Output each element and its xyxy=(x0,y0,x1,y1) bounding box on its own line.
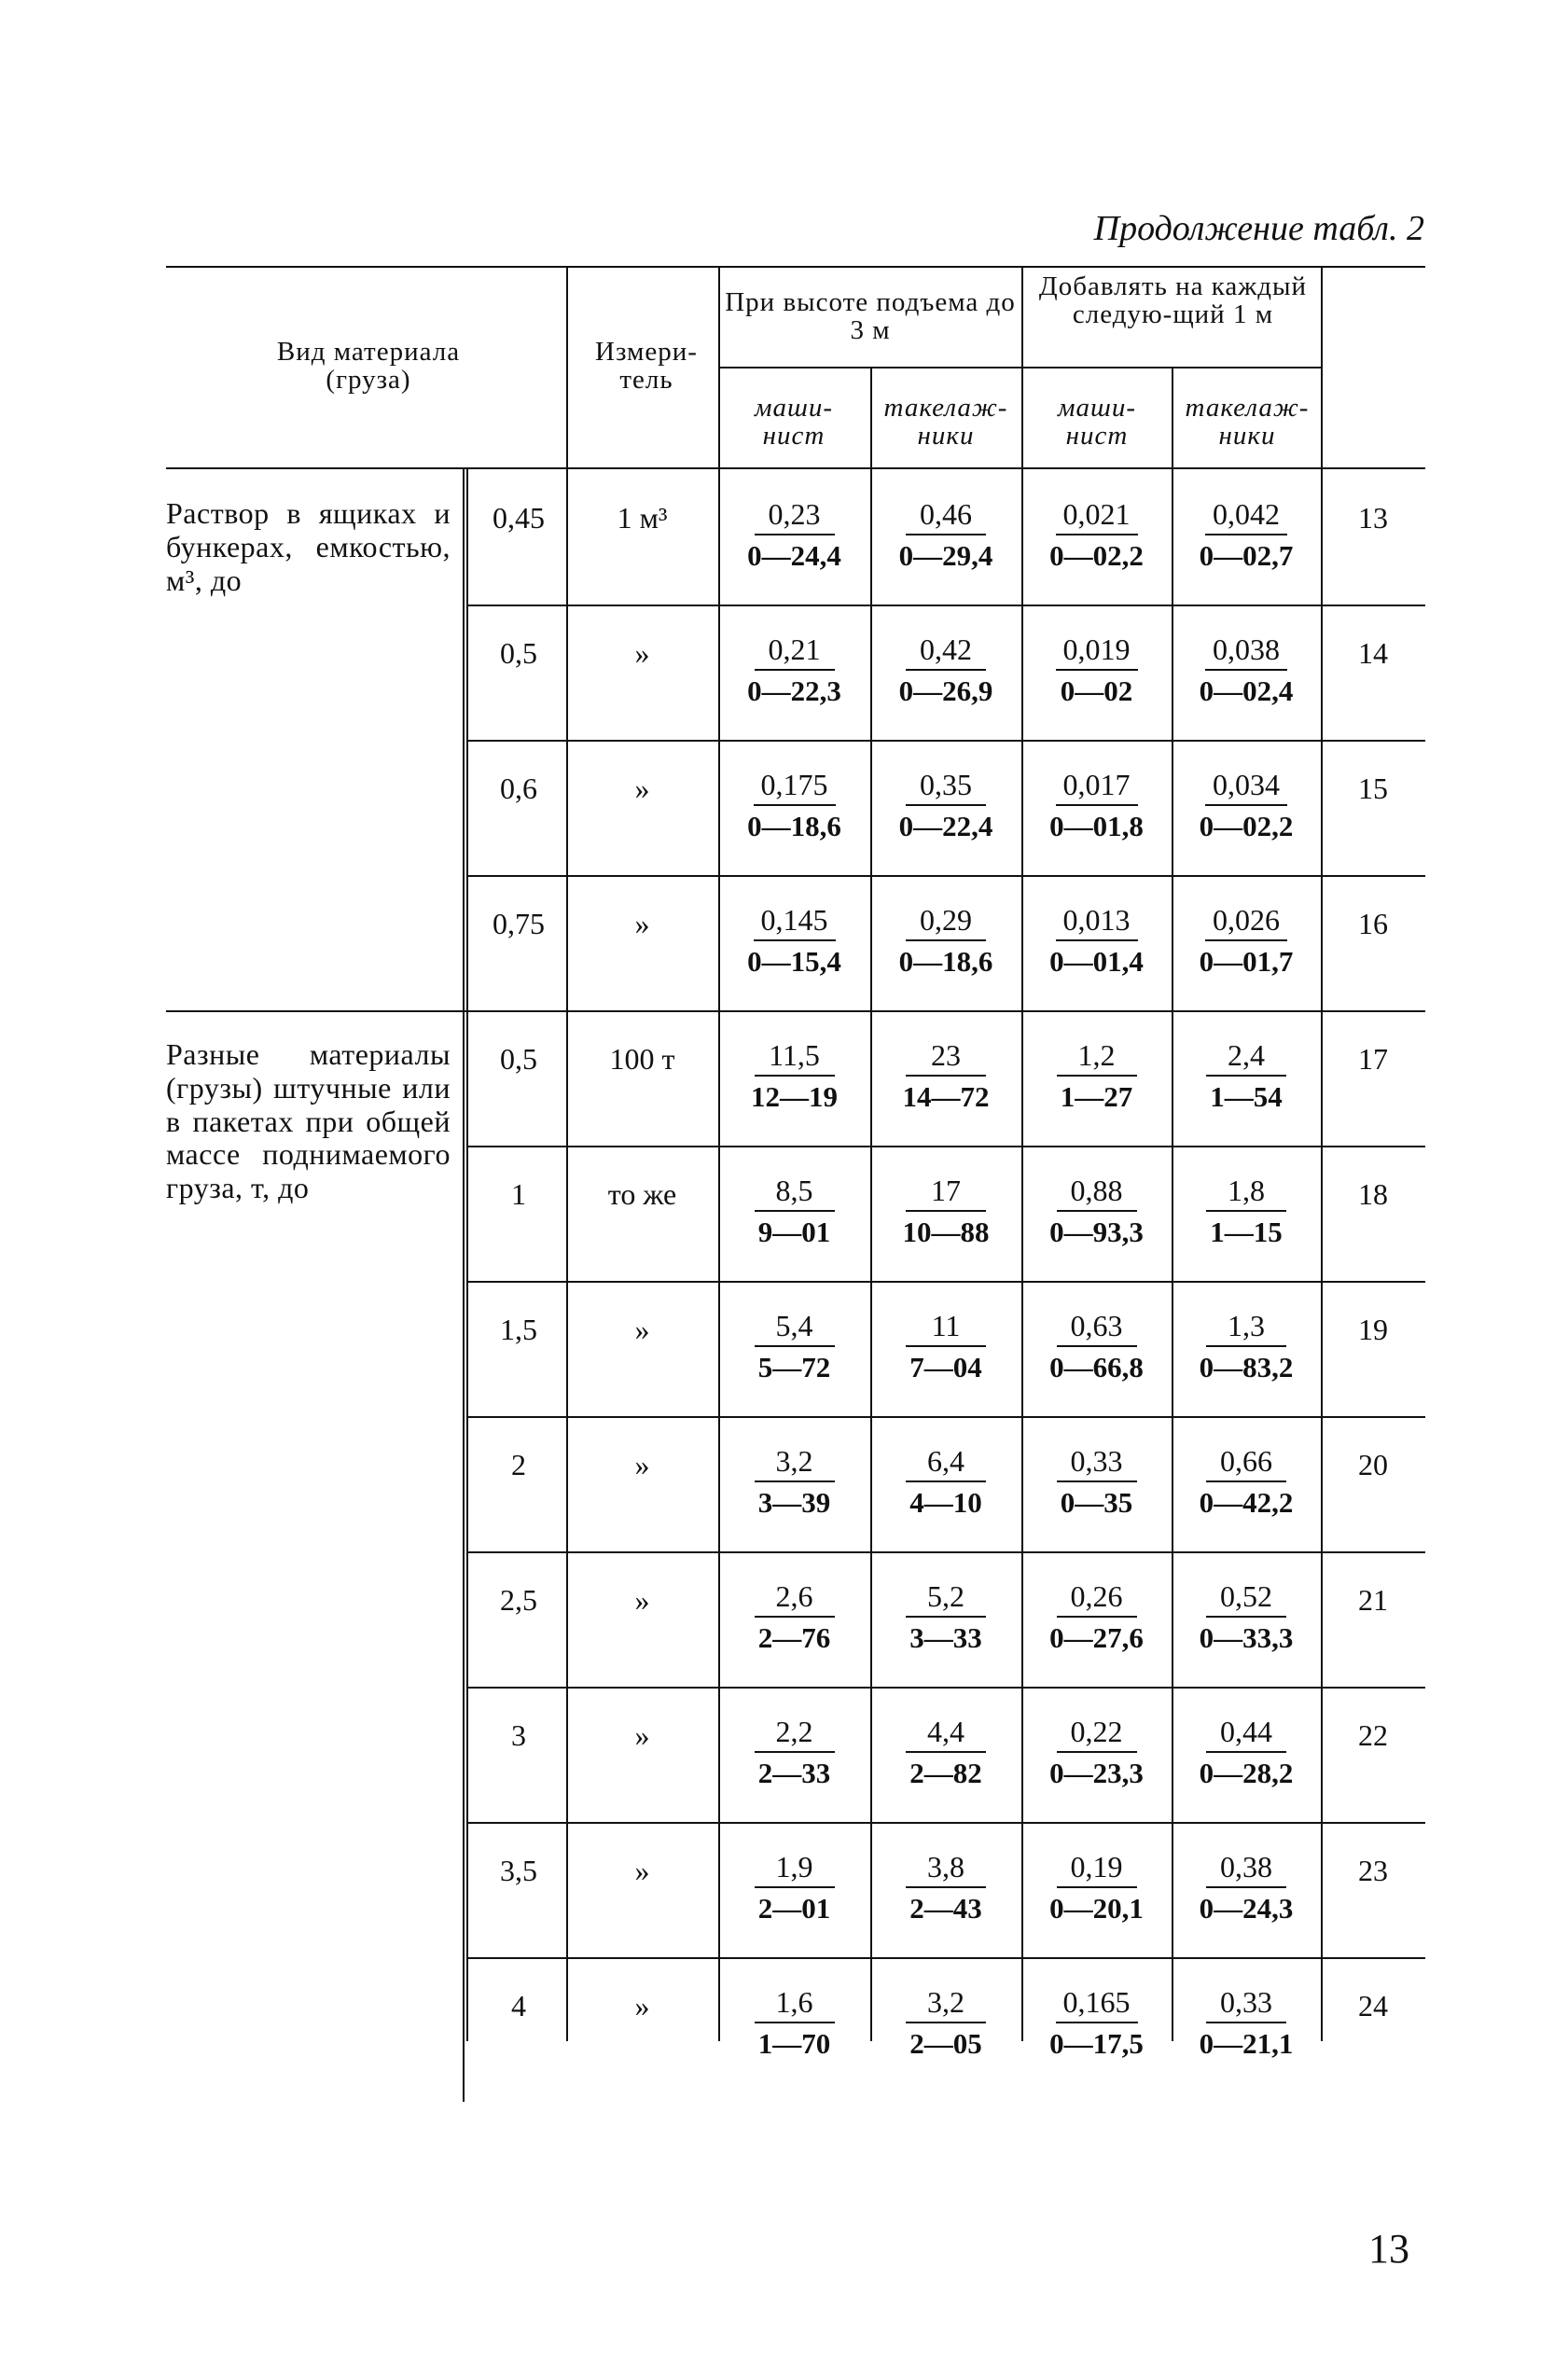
size-value: 2 xyxy=(511,1448,526,1481)
norm-fraction xyxy=(1173,1174,1319,1249)
norm-rate: 0—26,9 xyxy=(898,674,993,707)
norm-time: 1,9 xyxy=(755,1850,835,1888)
norm-rate: 0—24,3 xyxy=(1199,1892,1294,1925)
norm-rate: 0—18,6 xyxy=(747,810,841,842)
header-add-machinist: маши-нист xyxy=(1057,393,1137,452)
norm-rate: 2—82 xyxy=(909,1757,982,1789)
norm-fraction xyxy=(720,1715,868,1790)
material-label: Разные материалы (грузы) штучные или в пакетах при общей массе поднимаемого груза, т, до xyxy=(166,1037,451,1205)
norm-fraction xyxy=(1023,1174,1170,1249)
norm-rate: 0—02,2 xyxy=(1199,810,1294,842)
header-divider-unit xyxy=(566,266,568,469)
norm-time: 0,38 xyxy=(1206,1850,1286,1888)
norm-rate: 2—33 xyxy=(757,1757,831,1789)
norm-time: 0,019 xyxy=(1056,632,1138,671)
norm-time: 0,42 xyxy=(906,632,986,671)
size-value: 0,5 xyxy=(500,1042,537,1076)
unit-value: то же xyxy=(607,1177,677,1211)
norm-time: 0,88 xyxy=(1057,1174,1137,1212)
column-rule xyxy=(1321,875,1323,1012)
norm-time: 5,2 xyxy=(906,1579,986,1618)
size-value: 4 xyxy=(511,1989,526,2023)
header-add: Добавлять на каждый следую-щий 1 м xyxy=(1038,271,1308,330)
norm-fraction xyxy=(872,1715,1020,1790)
column-rule xyxy=(1321,1822,1323,1959)
norm-fraction xyxy=(872,1850,1020,1925)
norm-rate: 9—01 xyxy=(757,1216,831,1248)
size-value: 1 xyxy=(511,1177,526,1211)
norm-fraction xyxy=(872,1579,1020,1655)
size-value: 0,75 xyxy=(493,907,545,940)
norm-rate: 0—23,3 xyxy=(1049,1757,1144,1789)
norm-rate: 0—27,6 xyxy=(1049,1621,1144,1654)
norm-fraction xyxy=(720,1444,868,1520)
norm-fraction xyxy=(720,1850,868,1925)
norm-fraction xyxy=(872,497,1020,573)
norm-time: 0,35 xyxy=(906,768,986,806)
column-rule xyxy=(566,1146,568,1283)
column-rule xyxy=(566,1416,568,1553)
norm-time: 1,2 xyxy=(1057,1038,1137,1077)
norm-time: 0,23 xyxy=(755,497,835,535)
row-rule xyxy=(466,1822,1425,1824)
norm-fraction xyxy=(1173,1850,1319,1925)
page-number: 13 xyxy=(1368,2226,1409,2272)
header-lift: При высоте подъема до 3 м xyxy=(725,287,1016,346)
column-rule xyxy=(1321,1146,1323,1283)
norm-rate: 0—15,4 xyxy=(747,945,841,978)
unit-value: 100 т xyxy=(609,1042,675,1076)
norm-time: 0,66 xyxy=(1206,1444,1286,1482)
column-rule xyxy=(1321,605,1323,742)
norm-rate: 0—17,5 xyxy=(1049,2027,1144,2060)
row-number: 14 xyxy=(1358,636,1388,670)
unit-value: » xyxy=(634,771,650,805)
norm-time: 0,52 xyxy=(1206,1579,1286,1618)
norm-rate: 0—01,7 xyxy=(1199,945,1294,978)
unit-value: » xyxy=(634,1718,650,1752)
norm-time: 3,8 xyxy=(906,1850,986,1888)
size-value: 0,45 xyxy=(493,501,545,535)
header-add-riggers: такелаж-ники xyxy=(1185,393,1310,452)
column-rule xyxy=(466,875,468,1012)
norm-rate: 0—02,7 xyxy=(1199,539,1294,572)
norm-time: 0,33 xyxy=(1057,1444,1137,1482)
norm-fraction xyxy=(720,1038,868,1114)
norm-time: 2,6 xyxy=(755,1579,835,1618)
column-rule xyxy=(466,1687,468,1824)
column-rule xyxy=(466,1822,468,1959)
norm-time: 1,8 xyxy=(1206,1174,1286,1212)
unit-value: 1 м³ xyxy=(617,501,668,535)
column-rule xyxy=(566,1551,568,1689)
norm-rate: 0—35 xyxy=(1060,1486,1133,1519)
header-divider-add xyxy=(1021,266,1023,469)
norm-rate: 4—10 xyxy=(909,1486,982,1519)
norm-fraction xyxy=(720,497,868,573)
column-rule xyxy=(566,875,568,1012)
norm-fraction xyxy=(1173,1444,1319,1520)
column-rule xyxy=(466,1416,468,1553)
norm-time: 6,4 xyxy=(906,1444,986,1482)
norm-rate: 1—54 xyxy=(1210,1080,1283,1113)
norm-rate: 2—43 xyxy=(909,1892,982,1925)
column-rule xyxy=(566,1822,568,1959)
column-rule xyxy=(466,1146,468,1283)
norm-fraction xyxy=(872,1174,1020,1249)
norm-fraction xyxy=(1023,632,1170,708)
left-frame-rule xyxy=(463,469,465,2102)
norm-time: 0,19 xyxy=(1057,1850,1137,1888)
norm-fraction xyxy=(720,903,868,979)
norm-rate: 7—04 xyxy=(909,1351,982,1383)
norm-fraction xyxy=(872,632,1020,708)
norm-time: 0,165 xyxy=(1056,1985,1138,2023)
norm-time: 23 xyxy=(906,1038,986,1077)
norm-fraction xyxy=(720,768,868,843)
norm-time: 0,034 xyxy=(1205,768,1287,806)
norm-rate: 0—02 xyxy=(1060,674,1133,707)
norm-rate: 0—01,4 xyxy=(1049,945,1144,978)
norm-time: 0,038 xyxy=(1205,632,1287,671)
norm-rate: 1—27 xyxy=(1060,1080,1133,1113)
norm-fraction xyxy=(872,1309,1020,1384)
size-value: 2,5 xyxy=(500,1583,537,1617)
norm-time: 1,6 xyxy=(755,1985,835,2023)
header-lift-riggers: такелаж-ники xyxy=(883,393,1008,452)
norm-time: 0,013 xyxy=(1056,903,1138,941)
norm-rate: 3—39 xyxy=(757,1486,831,1519)
norm-time: 0,021 xyxy=(1056,497,1138,535)
norm-fraction xyxy=(1173,497,1319,573)
norm-time: 3,2 xyxy=(755,1444,835,1482)
header-sub-rule xyxy=(718,367,1321,368)
column-rule xyxy=(1321,1416,1323,1553)
norm-rate: 0—18,6 xyxy=(898,945,993,978)
norm-rate: 0—83,2 xyxy=(1199,1351,1294,1383)
norm-rate: 0—33,3 xyxy=(1199,1621,1294,1654)
row-number: 20 xyxy=(1358,1448,1388,1481)
norm-fraction xyxy=(872,768,1020,843)
header-material: Вид материала (груза) xyxy=(276,337,461,396)
norm-fraction xyxy=(720,1174,868,1249)
norm-time: 0,145 xyxy=(754,903,836,941)
norm-fraction xyxy=(1023,768,1170,843)
norm-fraction xyxy=(1173,1579,1319,1655)
norm-rate: 14—72 xyxy=(902,1080,990,1113)
norm-time: 0,042 xyxy=(1205,497,1287,535)
norm-time: 2,4 xyxy=(1206,1038,1286,1077)
norm-time: 0,175 xyxy=(754,768,836,806)
column-rule xyxy=(566,740,568,877)
size-value: 3 xyxy=(511,1718,526,1752)
norm-rate: 0—24,4 xyxy=(747,539,841,572)
column-rule xyxy=(466,1010,468,1147)
norm-time: 0,33 xyxy=(1206,1985,1286,2023)
column-rule xyxy=(566,605,568,742)
norm-time: 0,017 xyxy=(1056,768,1138,806)
norm-fraction xyxy=(720,1309,868,1384)
column-rule xyxy=(466,740,468,877)
norm-time: 17 xyxy=(906,1174,986,1212)
row-number: 15 xyxy=(1358,771,1388,805)
size-value: 0,6 xyxy=(500,771,537,805)
column-rule xyxy=(1321,1010,1323,1147)
column-rule xyxy=(466,605,468,742)
norm-fraction xyxy=(1023,1715,1170,1790)
norm-fraction xyxy=(720,1985,868,2061)
norm-time: 1,3 xyxy=(1206,1309,1286,1347)
row-number: 22 xyxy=(1358,1718,1388,1752)
norm-fraction xyxy=(1023,1309,1170,1384)
norm-fraction xyxy=(1173,1309,1319,1384)
norm-rate: 10—88 xyxy=(902,1216,990,1248)
header-divider-sub2 xyxy=(1172,367,1173,469)
column-rule xyxy=(1321,740,1323,877)
norm-time: 0,46 xyxy=(906,497,986,535)
unit-value: » xyxy=(634,1854,650,1887)
row-rule xyxy=(466,875,1425,877)
unit-value: » xyxy=(634,1583,650,1617)
norm-rate: 2—76 xyxy=(757,1621,831,1654)
unit-value: » xyxy=(634,636,650,670)
row-number: 24 xyxy=(1358,1989,1388,2023)
column-rule xyxy=(466,1551,468,1689)
norm-fraction xyxy=(1023,1038,1170,1114)
norm-rate: 0—02,4 xyxy=(1199,674,1294,707)
row-rule xyxy=(466,1416,1425,1418)
row-rule xyxy=(466,1146,1425,1147)
norm-rate: 0—29,4 xyxy=(898,539,993,572)
norm-time: 11 xyxy=(906,1309,986,1347)
size-value: 1,5 xyxy=(500,1313,537,1346)
norm-fraction xyxy=(1173,903,1319,979)
norm-rate: 0—20,1 xyxy=(1049,1892,1144,1925)
norm-time: 0,21 xyxy=(755,632,835,671)
norm-rate: 3—33 xyxy=(909,1621,982,1654)
norm-rate: 1—70 xyxy=(757,2027,831,2060)
row-number: 18 xyxy=(1358,1177,1388,1211)
row-rule xyxy=(166,1010,1425,1012)
norm-time: 0,22 xyxy=(1057,1715,1137,1753)
column-rule xyxy=(566,1010,568,1147)
norm-time: 0,29 xyxy=(906,903,986,941)
norm-rate: 1—15 xyxy=(1210,1216,1283,1248)
norm-time: 5,4 xyxy=(755,1309,835,1347)
row-rule xyxy=(466,1551,1425,1553)
norm-fraction xyxy=(720,632,868,708)
row-rule xyxy=(466,740,1425,742)
header-bottom-rule xyxy=(166,467,1425,469)
row-number: 23 xyxy=(1358,1854,1388,1887)
unit-value: » xyxy=(634,1448,650,1481)
norm-rate: 0—22,3 xyxy=(747,674,841,707)
unit-value: » xyxy=(634,1313,650,1346)
norm-rate: 0—28,2 xyxy=(1199,1757,1294,1789)
norm-time: 0,44 xyxy=(1206,1715,1286,1753)
norm-fraction xyxy=(1173,1985,1319,2061)
norm-fraction xyxy=(1023,1985,1170,2061)
norm-rate: 0—66,8 xyxy=(1049,1351,1144,1383)
column-rule xyxy=(566,1281,568,1418)
norm-rate: 0—93,3 xyxy=(1049,1216,1144,1248)
norm-time: 0,63 xyxy=(1057,1309,1137,1347)
norm-rate: 2—05 xyxy=(909,2027,982,2060)
norm-fraction xyxy=(1023,1579,1170,1655)
header-divider-no xyxy=(1321,266,1323,469)
table-top-rule xyxy=(166,266,1425,268)
norm-rate: 0—22,4 xyxy=(898,810,993,842)
norm-rate: 2—01 xyxy=(757,1892,831,1925)
norm-rate: 0—42,2 xyxy=(1199,1486,1294,1519)
header-lift-machinist: маши-нист xyxy=(754,393,834,452)
header-unit: Измери-тель xyxy=(595,337,698,396)
column-rule xyxy=(566,1687,568,1824)
norm-time: 0,26 xyxy=(1057,1579,1137,1618)
row-number: 21 xyxy=(1358,1583,1388,1617)
norm-time: 4,4 xyxy=(906,1715,986,1753)
norm-fraction xyxy=(1023,1444,1170,1520)
norm-rate: 0—21,1 xyxy=(1199,2027,1294,2060)
norm-rate: 0—02,2 xyxy=(1049,539,1144,572)
size-value: 0,5 xyxy=(500,636,537,670)
norm-fraction xyxy=(720,1579,868,1655)
column-rule xyxy=(1321,469,1323,606)
norm-time: 8,5 xyxy=(755,1174,835,1212)
unit-value: » xyxy=(634,1989,650,2023)
row-rule xyxy=(466,1281,1425,1283)
row-number: 17 xyxy=(1358,1042,1388,1076)
norm-fraction xyxy=(872,1985,1020,2061)
norm-fraction xyxy=(1173,768,1319,843)
size-value: 3,5 xyxy=(500,1854,537,1887)
row-rule xyxy=(466,605,1425,606)
column-rule xyxy=(1321,1687,1323,1824)
norm-fraction xyxy=(1023,497,1170,573)
row-number: 16 xyxy=(1358,907,1388,940)
row-rule xyxy=(466,1687,1425,1689)
material-label: Раствор в ящиках и бункерах, емкостью, м³, до xyxy=(166,496,451,597)
row-rule xyxy=(466,1957,1425,1959)
row-number: 13 xyxy=(1358,501,1388,535)
norm-fraction xyxy=(1173,1715,1319,1790)
norm-rate: 0—01,8 xyxy=(1049,810,1144,842)
norm-fraction xyxy=(1023,1850,1170,1925)
table-caption: Продолжение табл. 2 xyxy=(1093,209,1424,248)
norm-time: 2,2 xyxy=(755,1715,835,1753)
norm-fraction xyxy=(1023,903,1170,979)
norm-fraction xyxy=(872,903,1020,979)
norm-fraction xyxy=(872,1038,1020,1114)
header-divider-sub1 xyxy=(870,367,872,469)
unit-value: » xyxy=(634,907,650,940)
norm-time: 0,026 xyxy=(1205,903,1287,941)
norm-fraction xyxy=(1173,1038,1319,1114)
column-rule xyxy=(566,469,568,606)
norm-fraction xyxy=(872,1444,1020,1520)
column-rule xyxy=(466,469,468,606)
norm-time: 11,5 xyxy=(755,1038,835,1077)
norm-rate: 5—72 xyxy=(757,1351,831,1383)
column-rule xyxy=(1321,1551,1323,1689)
norm-rate: 12—19 xyxy=(751,1080,838,1113)
row-number: 19 xyxy=(1358,1313,1388,1346)
column-rule xyxy=(466,1281,468,1418)
norm-time: 3,2 xyxy=(906,1985,986,2023)
column-rule xyxy=(1321,1281,1323,1418)
norm-fraction xyxy=(1173,632,1319,708)
